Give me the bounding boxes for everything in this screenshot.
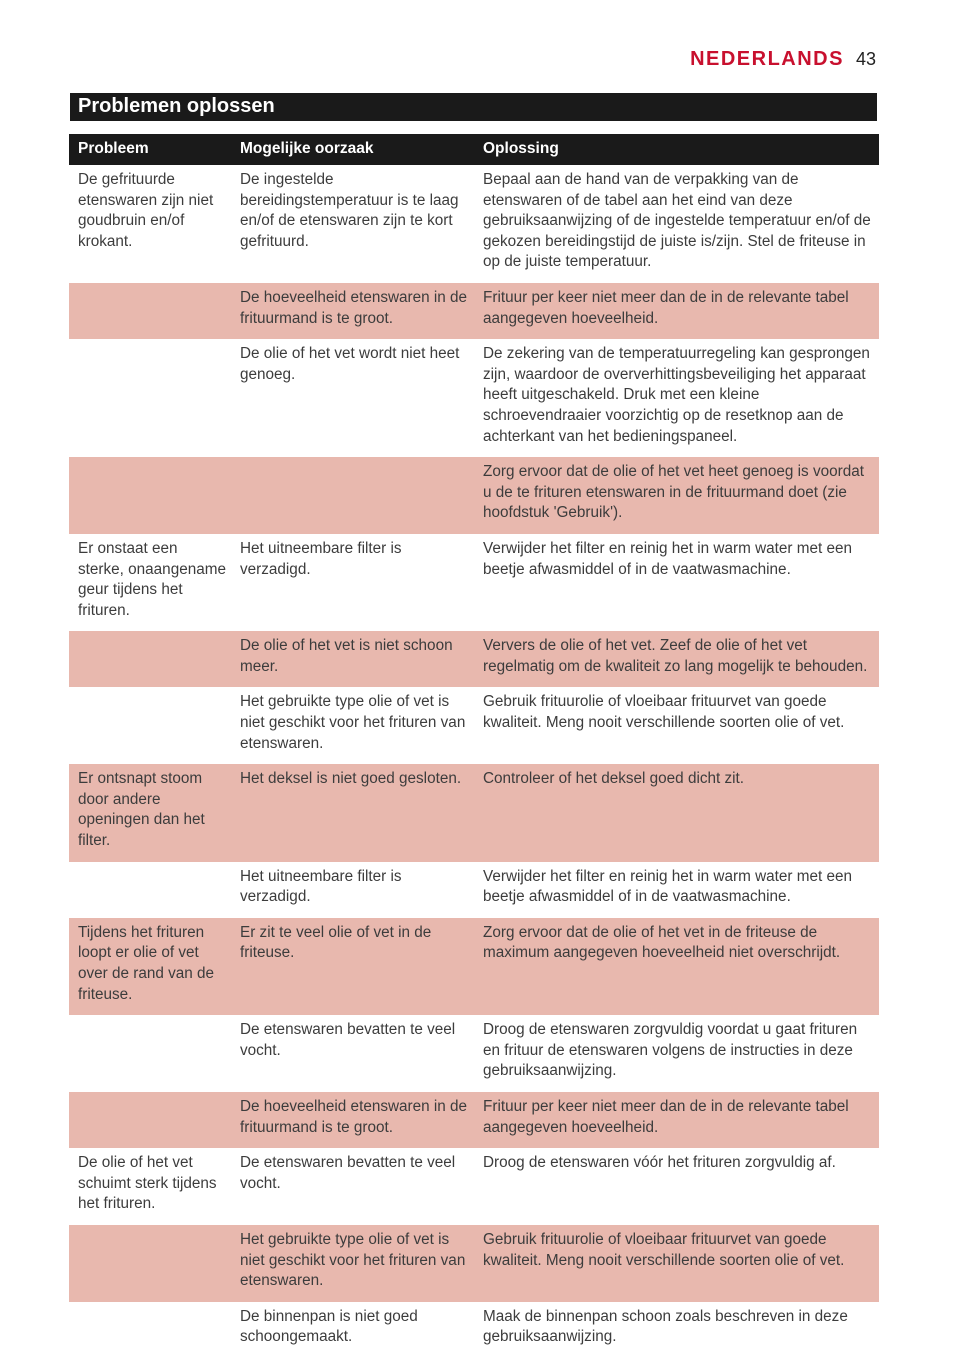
language-label: NEDERLANDS <box>690 48 844 70</box>
table-row <box>69 1092 879 1148</box>
solution-cell: Gebruik frituurolie of vloeibaar frituurvet van goede kwaliteit. Meng nooit verschillende soorten olie of vet. <box>474 1225 879 1302</box>
cause-cell: De etenswaren bevatten te veel vocht. <box>240 1021 456 1059</box>
cause-cell: Het gebruikte type olie of vet is niet geschikt voor het frituren van etenswaren. <box>240 693 466 752</box>
problem-cell: Tijdens het frituren loopt er olie of vet over de rand van de friteuse. <box>69 918 231 1015</box>
cause-cell: De etenswaren bevatten te veel vocht. <box>240 1154 456 1192</box>
problem-cell <box>69 1015 231 1092</box>
table-row <box>69 339 879 457</box>
problem-cell <box>69 1092 231 1148</box>
page-header <box>690 48 876 71</box>
table-row <box>69 1302 879 1358</box>
table-row <box>69 918 879 1015</box>
cause-cell: Het uitneembare filter is verzadigd. <box>240 867 402 906</box>
header-solution: Oplossing <box>474 134 879 165</box>
cause-cell: Er zit te veel olie of vet in de friteuse. <box>231 918 474 1015</box>
cause-cell: De hoeveelheid etenswaren in de frituurmand is te groot. <box>231 283 474 339</box>
problem-cell <box>69 339 231 457</box>
solution-cell: Maak de binnenpan schoon zoals beschreven in deze gebruiksaanwijzing. <box>483 1307 848 1346</box>
table-header-row <box>69 134 879 165</box>
solution-cell: Verwijder het filter en reinig het in warm water met een beetje afwasmiddel of in de vaatwasmachine. <box>483 539 852 578</box>
table-row <box>69 534 879 631</box>
table-row <box>69 862 879 918</box>
problem-cell <box>69 862 231 918</box>
solution-cell: Zorg ervoor dat de olie of het vet heet genoeg is voordat u de te frituren etenswaren in de frituurmand doet (zie hoofdstuk 'Gebruik'). <box>474 457 879 534</box>
cause-cell: Het gebruikte type olie of vet is niet geschikt voor het frituren van etenswaren. <box>231 1225 474 1302</box>
cause-cell: De binnenpan is niet goed schoongemaakt. <box>240 1307 418 1346</box>
header-problem: Probleem <box>69 134 231 165</box>
problem-cell <box>69 631 231 687</box>
solution-cell: Frituur per keer niet meer dan de in de relevante tabel aangegeven hoeveelheid. <box>474 1092 879 1148</box>
problem-cell <box>69 1225 231 1302</box>
solution-cell: De zekering van de temperatuurregeling kan gesprongen zijn, waardoor de oververhittingsbeveiliging het apparaat heeft uitgeschakeld. Druk met een kleine schroevendraaier voorzichtig op de resetknop aan de achterkant van het bedieningspaneel. <box>483 345 870 445</box>
table-row <box>69 764 879 861</box>
table-row <box>69 165 879 283</box>
table-row <box>69 631 879 687</box>
table-body <box>69 165 879 1358</box>
cause-cell: De hoeveelheid etenswaren in de frituurmand is te groot. <box>231 1092 474 1148</box>
table-row <box>69 687 879 764</box>
problem-cell: Er onstaat een sterke, onaangename geur tijdens het frituren. <box>78 539 226 619</box>
solution-cell: Droog de etenswaren vóór het frituren zorgvuldig af. <box>483 1154 836 1172</box>
solution-cell: Gebruik frituurolie of vloeibaar frituurvet van goede kwaliteit. Meng nooit verschillende soorten olie of vet. <box>483 693 845 732</box>
cause-cell: De olie of het vet wordt niet heet genoeg. <box>240 345 460 383</box>
problem-cell <box>69 687 231 764</box>
header-cause: Mogelijke oorzaak <box>231 134 474 165</box>
problem-cell <box>69 283 231 339</box>
problem-cell: Er ontsnapt stoom door andere openingen dan het filter. <box>69 764 231 861</box>
solution-cell: Controleer of het deksel goed dicht zit. <box>474 764 879 861</box>
cause-cell: Het uitneembare filter is verzadigd. <box>240 539 402 578</box>
cause-cell: De olie of het vet is niet schoon meer. <box>231 631 474 687</box>
section-title: Problemen oplossen <box>70 93 877 121</box>
solution-cell: Bepaal aan de hand van de verpakking van de etenswaren of de tabel aan het eind van deze gebruiksaanwijzing of de ingestelde temperatuur en/of de gekozen bereidingstijd de juiste is/zijn. Stel de friteuse in op de juiste temperatuur. <box>483 171 871 271</box>
cause-cell: De ingestelde bereidingstemperatuur is te laag en/of de etenswaren zijn te kort gefrituurd. <box>240 171 459 250</box>
table-row <box>69 1225 879 1302</box>
table-row <box>69 457 879 534</box>
page-number: 43 <box>855 49 876 69</box>
problem-cell: De olie of het vet schuimt sterk tijdens het frituren. <box>78 1154 217 1213</box>
solution-cell: Frituur per keer niet meer dan de in de relevante tabel aangegeven hoeveelheid. <box>474 283 879 339</box>
solution-cell: Verwijder het filter en reinig het in warm water met een beetje afwasmiddel of in de vaatwasmachine. <box>483 867 852 906</box>
cause-cell <box>231 457 474 534</box>
troubleshooting-table <box>69 134 879 1358</box>
solution-cell: Ververs de olie of het vet. Zeef de olie of het vet regelmatig om de kwaliteit zo lang mogelijk te behouden. <box>474 631 879 687</box>
table-row <box>69 1148 879 1225</box>
table-row <box>69 1015 879 1092</box>
problem-cell <box>69 1302 231 1358</box>
cause-cell: Het deksel is niet goed gesloten. <box>231 764 474 861</box>
solution-cell: Zorg ervoor dat de olie of het vet in de friteuse de maximum aangegeven hoeveelheid niet overschrijdt. <box>474 918 879 1015</box>
solution-cell: Droog de etenswaren zorgvuldig voordat u gaat frituren en frituur de etenswaren volgens de instructies in deze gebruiksaanwijzing. <box>483 1021 858 1080</box>
problem-cell: De gefrituurde etenswaren zijn niet goudbruin en/of krokant. <box>78 171 214 250</box>
problem-cell <box>69 457 231 534</box>
table-row <box>69 283 879 339</box>
